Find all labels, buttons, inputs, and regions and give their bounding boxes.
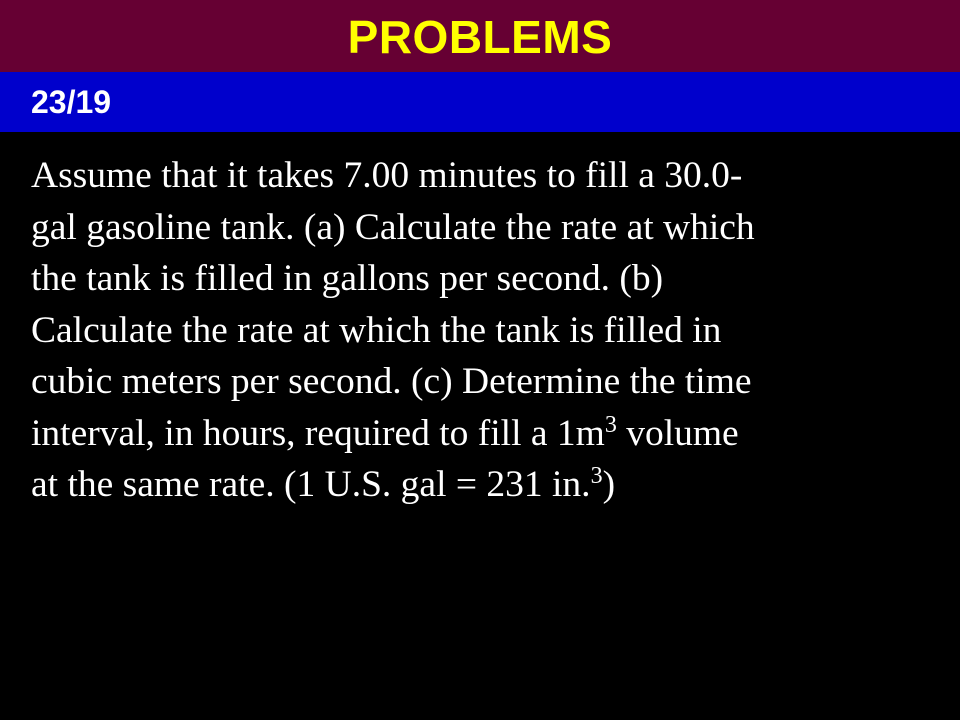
problem-line-6 <box>31 408 871 460</box>
page-title: PROBLEMS <box>347 11 613 63</box>
problem-line-7-tail: ) <box>602 464 616 505</box>
problem-line-1: Assume that it takes 7.00 minutes to fill a 30.0- <box>31 155 743 196</box>
cubic-inch-exponent: 3 <box>590 463 603 489</box>
problem-statement <box>31 150 871 511</box>
problem-line-6-tail: volume <box>616 412 739 454</box>
problem-line-3: the tank is filled in gallons per second. (b) <box>31 258 664 299</box>
problem-line-4: Calculate the rate at which the tank is filled in <box>31 309 722 351</box>
title-bar <box>0 0 960 72</box>
problem-line-7-text: at the same rate. (1 U.S. gal = 231 in. <box>31 464 591 505</box>
problem-line-2: gal gasoline tank. (a) Calculate the rate at which <box>31 206 755 248</box>
problem-number-bar <box>0 72 960 132</box>
cubic-exponent: 3 <box>604 411 617 438</box>
problem-line-7 <box>31 459 871 511</box>
problem-number: 23/19 <box>31 83 112 120</box>
problem-line-6-text: interval, in hours, required to fill a 1m <box>31 412 605 454</box>
problem-line-5: cubic meters per second. (c) Determine the time <box>31 361 752 402</box>
